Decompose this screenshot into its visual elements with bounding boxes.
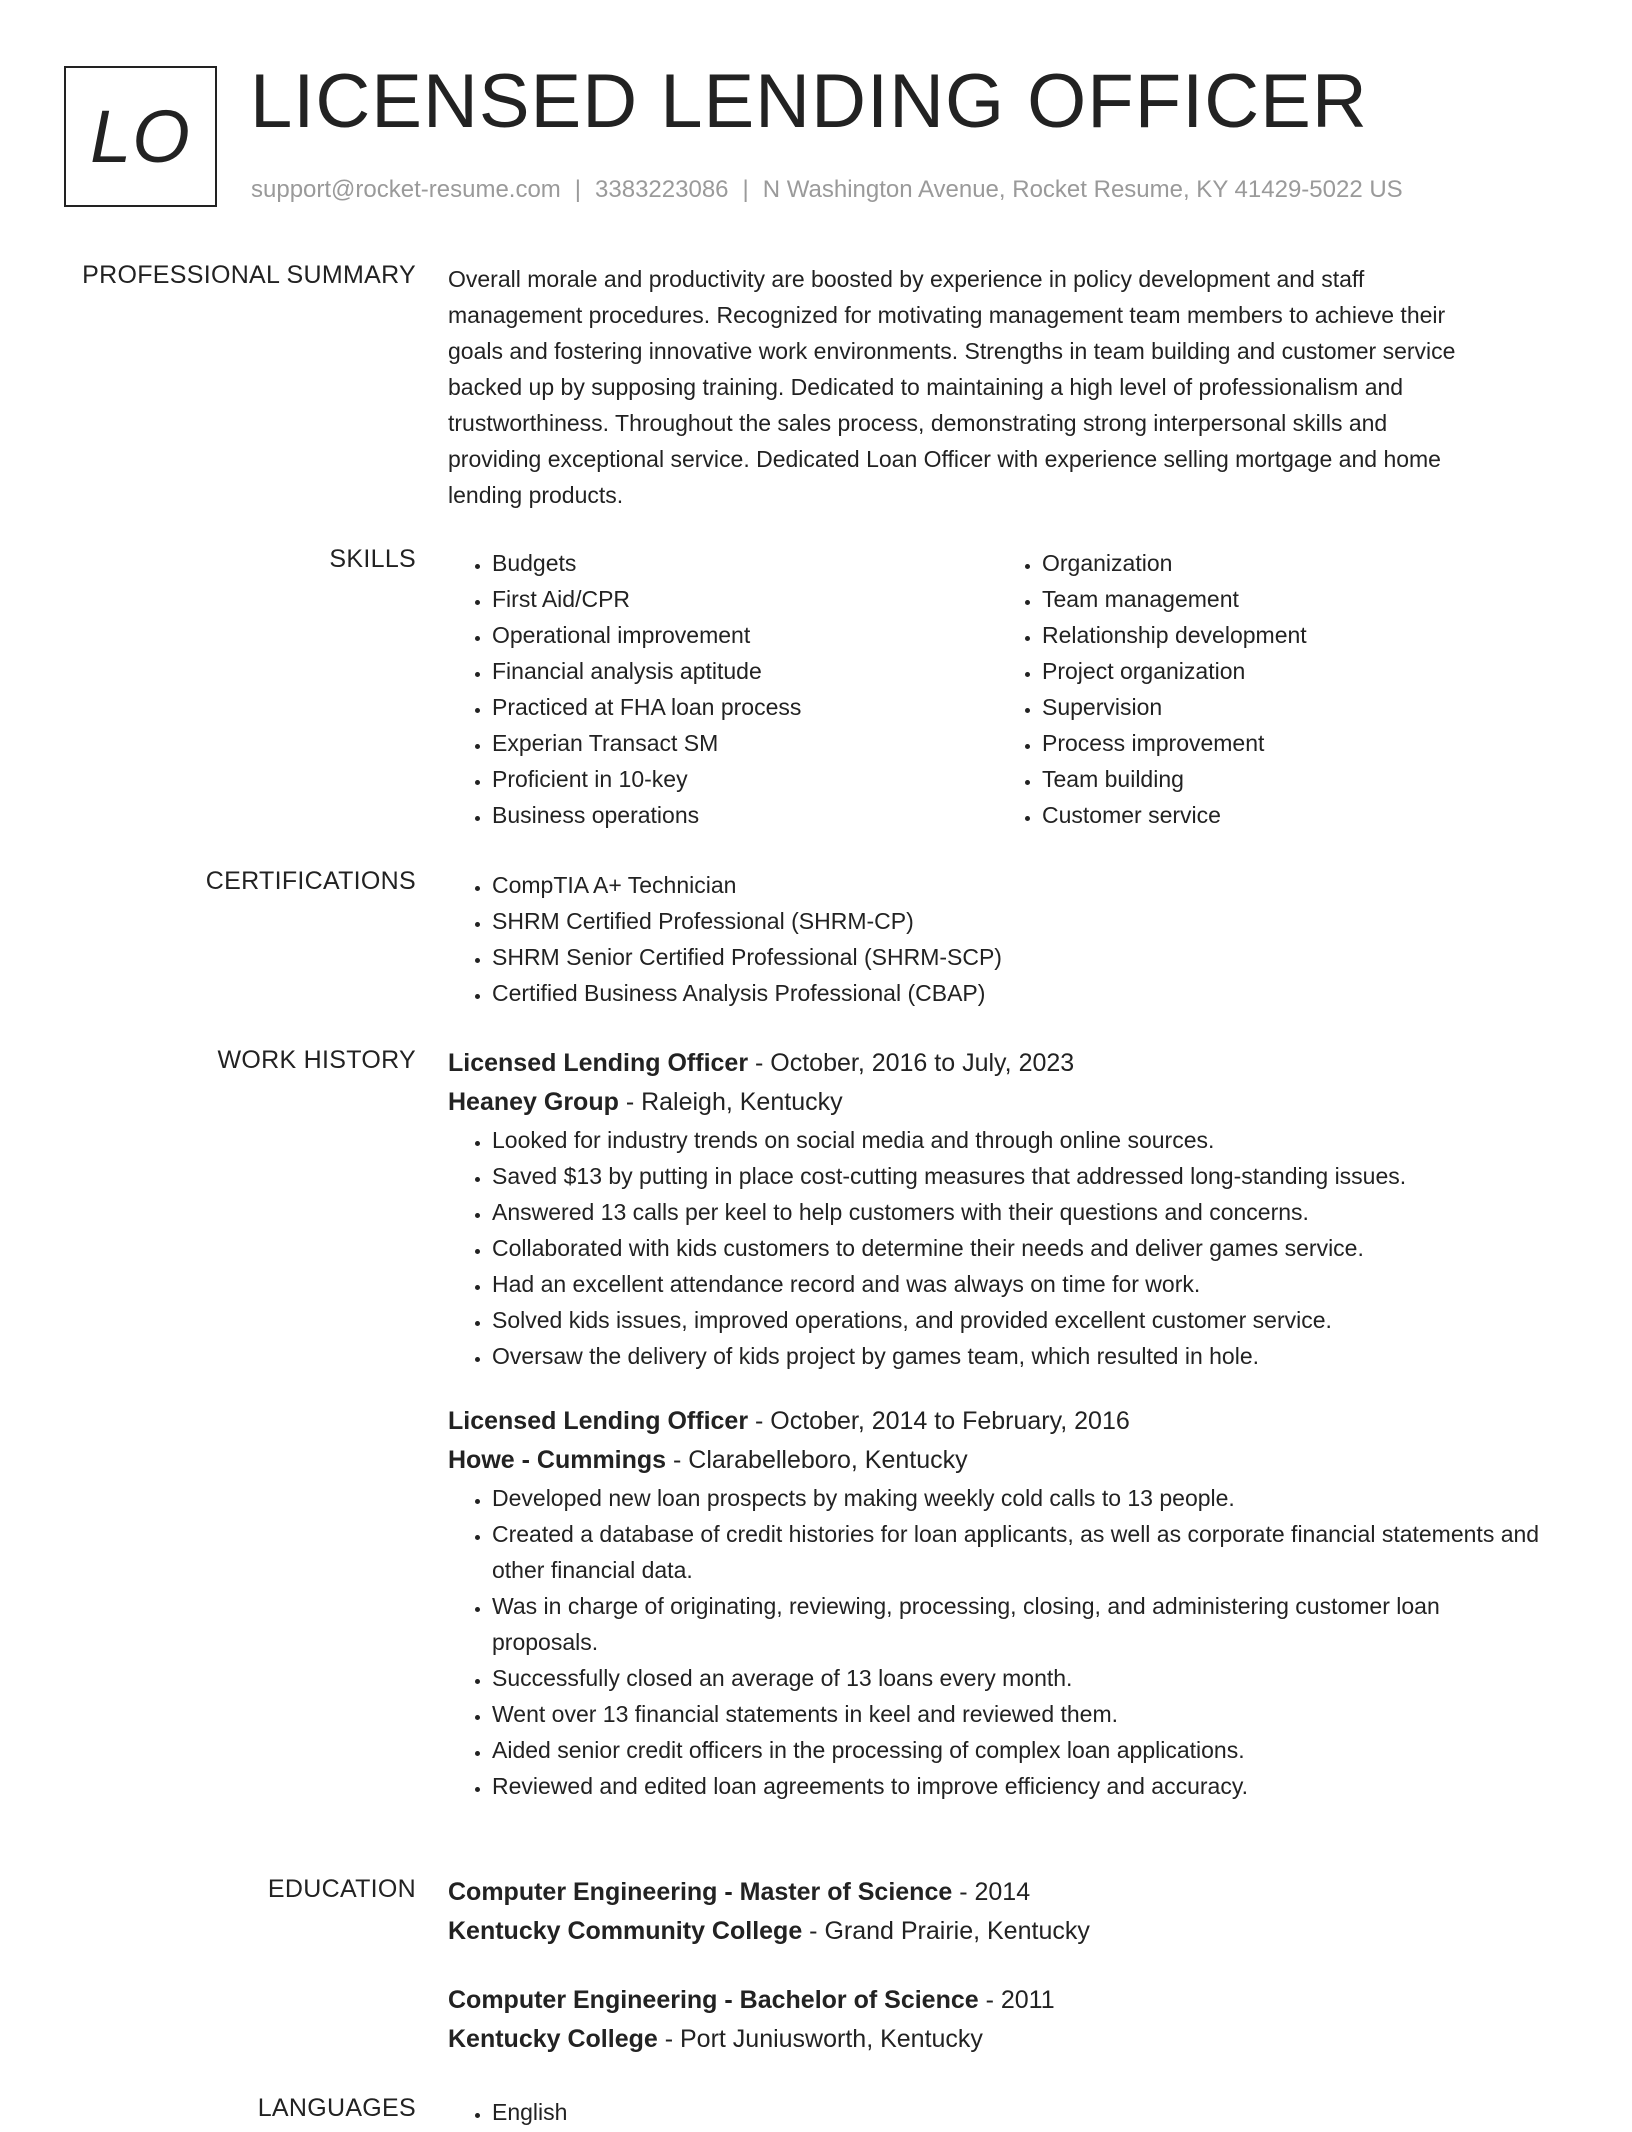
work-history-body — [448, 1044, 1548, 1804]
skill-item: • Process improvement — [1042, 725, 1548, 761]
job-bullet: • Answered 13 calls per keel to help customers with their questions and concerns. — [492, 1194, 1548, 1230]
degree-year: - 2014 — [952, 1878, 1031, 1906]
certification-item: • CompTIA A+ Technician — [492, 867, 1548, 903]
job-bullet: • Saved $13 by putting in place cost-cutting measures that addressed long-standing issues. — [492, 1158, 1548, 1194]
summary-line: goals and fostering innovative work environments. Strengths in team building and customer service — [448, 338, 1456, 364]
skill-item: • Proficient in 10-key — [492, 761, 998, 797]
skill-item: • Business operations — [492, 797, 998, 833]
job-bullet: • Aided senior credit officers in the processing of complex loan applications. — [492, 1732, 1548, 1768]
contact-line — [251, 176, 1403, 204]
resume-title: LICENSED LENDING OFFICER — [250, 59, 1368, 144]
education-body — [448, 1873, 1548, 2089]
job-bullet: • Developed new loan prospects by making weekly cold calls to 13 people. — [492, 1480, 1548, 1516]
job-entry — [448, 1402, 1548, 1804]
job-entry — [448, 1044, 1548, 1374]
degree-line — [448, 1981, 1548, 2019]
section-label-languages: LANGUAGES — [257, 2094, 416, 2122]
job-dates: - October, 2014 to February, 2016 — [748, 1407, 1130, 1435]
company-name: Howe - Cummings — [448, 1446, 667, 1474]
contact-separator: | — [742, 176, 749, 203]
language-item: • English — [492, 2094, 1548, 2130]
job-bullet: • Went over 13 financial statements in keel and reviewed them. — [492, 1696, 1548, 1732]
job-bullet: • Oversaw the delivery of kids project by games team, which resulted in hole. — [492, 1338, 1548, 1374]
contact-phone[interactable]: 3383223086 — [595, 176, 729, 203]
skill-item: • Relationship development — [1042, 617, 1548, 653]
skill-item: • Organization — [1042, 545, 1548, 581]
section-label-work-history: WORK HISTORY — [217, 1046, 416, 1074]
job-bullet: • Looked for industry trends on social media and through online sources. — [492, 1122, 1548, 1158]
education-entry — [448, 1873, 1548, 1951]
skill-item: • First Aid/CPR — [492, 581, 998, 617]
degree-line — [448, 1873, 1548, 1911]
job-bullet: • Collaborated with kids customers to determine their needs and deliver games service. — [492, 1230, 1548, 1266]
languages-list — [448, 2094, 1548, 2130]
section-label-certifications: CERTIFICATIONS — [205, 867, 416, 895]
job-title-line — [448, 1044, 1548, 1082]
contact-address: N Washington Avenue, Rocket Resume, KY 41429-5022 US — [762, 176, 1403, 203]
section-label-summary: PROFESSIONAL SUMMARY — [82, 261, 416, 289]
skill-item: • Supervision — [1042, 689, 1548, 725]
job-dates: - October, 2016 to July, 2023 — [748, 1049, 1075, 1077]
job-bullet: • Reviewed and edited loan agreements to improve efficiency and accuracy. — [492, 1768, 1548, 1804]
school-name: Kentucky Community College — [448, 1917, 803, 1945]
company-location: - Clarabelleboro, Kentucky — [666, 1446, 968, 1474]
job-bullet: • Created a database of credit histories for loan applicants, as well as corporate financial statements and other financial data. — [492, 1516, 1548, 1588]
company-location: - Raleigh, Kentucky — [618, 1088, 843, 1116]
job-bullet: • Was in charge of originating, reviewing, processing, closing, and administering customer loan proposals. — [492, 1588, 1548, 1660]
summary-text — [448, 261, 1548, 513]
summary-line: trustworthiness. Throughout the sales process, demonstrating strong interpersonal skills and — [448, 410, 1388, 436]
section-label-skills: SKILLS — [329, 545, 416, 573]
summary-line: Overall morale and productivity are boosted by experience in policy development and staff — [448, 266, 1365, 292]
skill-item: • Customer service — [1042, 797, 1548, 833]
skill-item: • Team management — [1042, 581, 1548, 617]
company-name: Heaney Group — [448, 1088, 619, 1116]
job-title-line — [448, 1402, 1548, 1440]
skill-item: • Experian Transact SM — [492, 725, 998, 761]
summary-line: providing exceptional service. Dedicated Loan Officer with experience selling mortgage and home — [448, 446, 1441, 472]
summary-line: management procedures. Recognized for motivating management team members to achieve their — [448, 302, 1446, 328]
degree: Computer Engineering - Bachelor of Science — [448, 1986, 979, 2014]
education-entry — [448, 1981, 1548, 2059]
summary-line: lending products. — [448, 482, 624, 508]
contact-separator: | — [574, 176, 582, 203]
skill-item: • Practiced at FHA loan process — [492, 689, 998, 725]
job-bullet: • Solved kids issues, improved operations, and provided excellent customer service. — [492, 1302, 1548, 1338]
job-bullet: • Successfully closed an average of 13 loans every month. — [492, 1660, 1548, 1696]
job-title: Licensed Lending Officer — [448, 1049, 749, 1077]
skill-item: • Operational improvement — [492, 617, 998, 653]
skills-list — [448, 545, 1548, 833]
certifications-list — [448, 867, 1548, 1011]
certification-item: • SHRM Certified Professional (SHRM-CP) — [492, 903, 1548, 939]
job-bullets — [448, 1122, 1548, 1374]
school-name: Kentucky College — [448, 2025, 658, 2053]
skills-column-right — [998, 545, 1548, 833]
school-line — [448, 1911, 1548, 1951]
section-label-education: EDUCATION — [267, 1875, 416, 1903]
degree-year: - 2011 — [978, 1986, 1055, 2014]
job-title: Licensed Lending Officer — [448, 1407, 749, 1435]
certification-item: • Certified Business Analysis Professional (CBAP) — [492, 975, 1548, 1011]
skill-item: • Financial analysis aptitude — [492, 653, 998, 689]
degree: Computer Engineering - Master of Science — [448, 1878, 953, 1906]
skill-item: • Team building — [1042, 761, 1548, 797]
company-line — [448, 1082, 1548, 1122]
school-location: - Grand Prairie, Kentucky — [802, 1917, 1090, 1945]
job-bullet: • Had an excellent attendance record and was always on time for work. — [492, 1266, 1548, 1302]
summary-line: backed up by supposing training. Dedicated to maintaining a high level of professionalism and — [448, 374, 1404, 400]
job-bullets — [448, 1480, 1548, 1804]
school-location: - Port Juniusworth, Kentucky — [657, 2025, 983, 2053]
contact-email[interactable]: support@rocket-resume.com — [251, 176, 561, 203]
skill-item: • Budgets — [492, 545, 998, 581]
skill-item: • Project organization — [1042, 653, 1548, 689]
school-line — [448, 2019, 1548, 2059]
monogram-logo: LO — [64, 66, 217, 207]
skills-column-left — [448, 545, 998, 833]
company-line — [448, 1440, 1548, 1480]
certification-item: • SHRM Senior Certified Professional (SHRM-SCP) — [492, 939, 1548, 975]
